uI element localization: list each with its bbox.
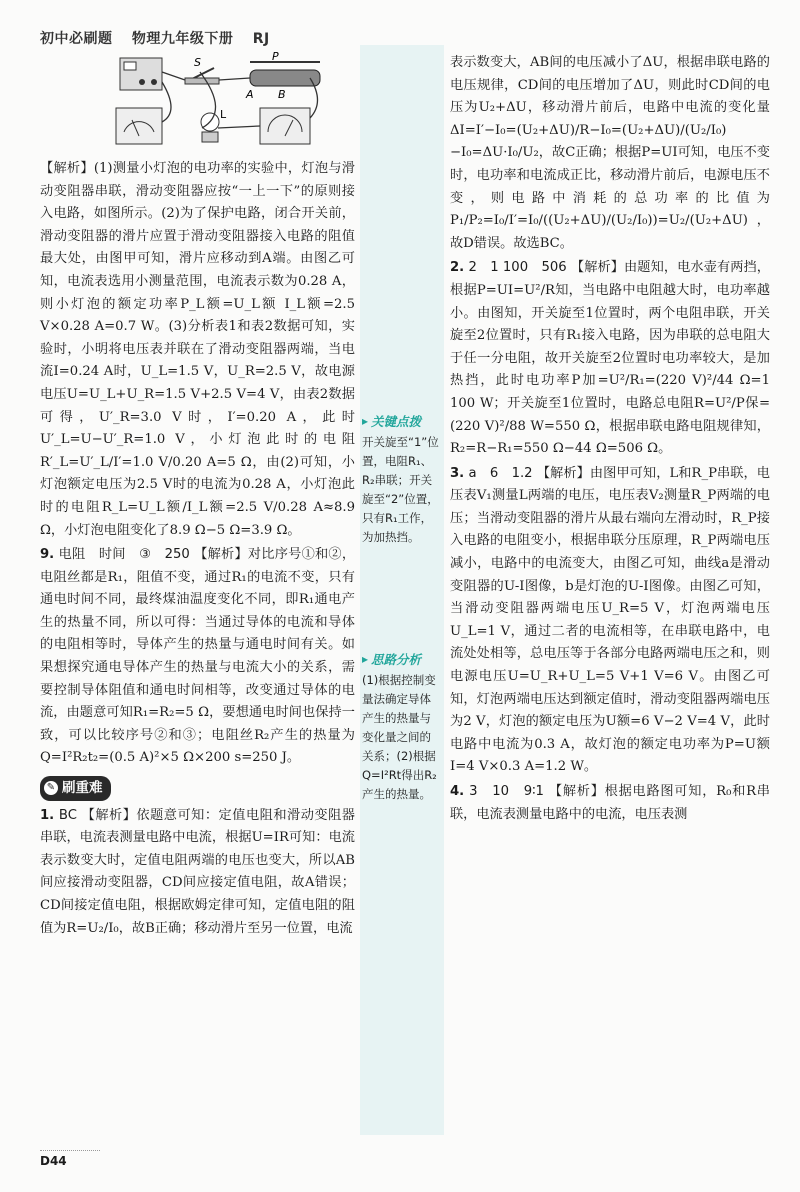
arrow-icon: ▸: [362, 652, 369, 666]
rheostat: [250, 70, 320, 86]
q2-answer: 2 1 100 506: [468, 260, 567, 276]
q4-answer: 3 10 9∶1: [469, 784, 544, 799]
ammeter: [116, 108, 162, 144]
side-column: [360, 45, 444, 1135]
q9-answer: 电阻 时间 ③ 250: [58, 547, 190, 563]
left-column: [40, 158, 355, 942]
label-p: P: [272, 52, 279, 63]
q4-block: [450, 781, 770, 826]
label-s: S: [194, 56, 201, 69]
q8-analysis: 【解析】(1)测量小灯泡的电功率的实验中，灯泡与滑动变阻器串联，滑动变阻器应按“一上一下”的原则接入电路，如图所示。(2)为了保护电路，闭合开关前，滑动变阻器的滑片应置于滑动变阻器接入电路的阻值最大处，由图甲可知，滑片应移动到A端。由图乙可知，电流表选用小测量范围，电流表示数为0.28 A，则小灯泡的额定功率P_L额=U_L额 I_L额=2.5 V×0.28 A=0.7 W。(3)分析表1和表2数据可知，实验时，小明将电压表并联在了滑动变阻器两端，当电流I=0.24 A时，U_L=1.5 V，U_R=2.5 V，故电源电压U=U_L+U_R=1.5 V+2.5 V=4 V，由表2数据可得，U′_R=3.0 V时，I′=0.20 A，此时U′_L=U−U′_R=1.0 V，小灯泡此时的电阻R′_L=U′_L/I′=1.0 V/0.20 A=5 Ω，由(2)可知，小灯泡额定电压为2.5 V时的电流为0.28 A，小灯泡此时的电阻R_L=U_L额/I_L额=2.5 V/0.28 A≈8.9 Ω，小灯泡电阻变化了8.9 Ω−5 Ω=3.9 Ω。: [40, 161, 355, 538]
q9-block: [40, 544, 355, 770]
voltmeter: [260, 108, 310, 144]
key-tip-title: 关键点拨: [371, 414, 422, 429]
label-a: A: [246, 88, 254, 101]
q4-analysis: 【解析】根据电路图可知，R₀和R串联，电流表测量电路中的电流，电压表测: [450, 784, 770, 822]
label-l: L: [220, 108, 227, 121]
subject-title: 物理九年级下册: [131, 31, 234, 47]
q3-block: [450, 463, 770, 779]
section-title: 刷重难: [62, 780, 103, 797]
label-b: B: [278, 88, 286, 101]
pen-icon: ✎: [44, 781, 58, 795]
section-header: [40, 776, 355, 801]
q1-continued: 表示数变大，AB间的电压减小了ΔU，根据串联电路的电压规律，CD间的电压增加了ΔU，则此时CD间的电压为U₂+ΔU，移动滑片前后，电路中电流的变化量ΔI=I′−I₀=(U₂+ΔU)/R−I₀=(U₂+ΔU)/(U₂/I₀)−I₀=ΔU·I₀/U₂，故C正确；根据P=UI可知，电压不变时，电功率和电流成正比，移动滑片前后，电源电压不变，则电路中消耗的总功率的比值为P₁/P₂=I₀/I′=I₀/((U₂+ΔU)/(U₂/I₀))=U₂/(U₂+ΔU)，故D错误。故选BC。: [450, 55, 770, 251]
page-header: [40, 28, 284, 48]
q3-number: 3.: [450, 465, 465, 481]
q2-analysis: 【解析】由题知，电水壶有两挡，根据P=UI=U²/R知，当电路中电阻越大时，电功率越小。由图知，开关旋至1位置时，两个电阻串联，开关旋至2位置时，只有R₁接入电路，因为串联的总电阻大于任一分电阻，故开关旋至2位置时电功率较大，是加热挡，此时电功率P加=U²/R₁=(220 V)²/44 Ω=1 100 W；开关旋至1位置时，电路总电阻R=U²/P保=(220 V)²/88 W=550 Ω，根据串联电路电阻规律知，R₂=R−R₁=550 Ω−44 Ω=506 Ω。: [450, 260, 770, 457]
q2-block: [450, 257, 770, 460]
q1-number: 1.: [40, 807, 55, 823]
analysis-box: [362, 650, 442, 804]
series-title: 初中必刷题: [40, 31, 113, 47]
key-tip-body: 开关旋至“1”位置，电阻R₁、R₂串联；开关旋至“2”位置，只有R₁工作，为加热挡。: [362, 435, 439, 544]
edition-label: RJ: [252, 31, 270, 47]
analysis-body: (1)根据控制变量法确定导体产生的热量与变化量之间的关系；(2)根据Q=I²Rt得出R₂产生的热量。: [362, 673, 437, 801]
page-number: D44: [40, 1150, 100, 1168]
q3-analysis: 【解析】由图甲可知，L和R_P串联，电压表V₁测量L两端的电压，电压表V₂测量R_P两端的电压；当滑动变阻器的滑片从最右端向左滑动时，R_P接入电路的电阻变小，根据串联分压原理，R_P两端电压减小，电路中的电流变大，由图乙可知，曲线a是滑动变阻器的U-I图像，b是灯泡的U-I图像。由图乙可知，当滑动变阻器两端电压U_R=5 V，灯泡两端电压U_L=1 V，通过二者的电流相等，在串联电路中，电流处处相等，总电压等于各部分电路两端电压之和，则电源电压U=U_R+U_L=5 V+1 V=6 V。由图乙可知，灯泡两端电压达到额定值时，滑动变阻器两端电压为2 V，灯泡的额定电压为U额=6 V−2 V=4 V，此时电路中电流为0.3 A，故灯泡的额定电功率为P=U额 I=4 V×0.3 A=1.2 W。: [450, 465, 770, 775]
analysis-title: 思路分析: [371, 652, 422, 667]
q1-answer: BC: [58, 807, 77, 823]
circuit-figure: [110, 52, 330, 152]
key-tip-box: [362, 412, 442, 547]
q9-number: 9.: [40, 547, 55, 563]
q9-analysis: 【解析】对比序号①和②，电阻丝都是R₁，阻值不变，通过R₁的电流不变，只有通电时间不同，最终煤油温度变化不同，即R₁通电产生的热量不同，所以可得：当通过导体的电流和导体的电阻相等时，导体产生的热量与通电时间有关。如果想探究通电导体产生的热量与电流大小的关系，需要控制导体阻值和通电时间相等，改变通过导体的电流，由题意可知R₁=R₂=5 Ω，要想通电时间也保持一致，可以比较序号②和③；电阻丝R₂产生的热量为Q=I²R₂t₂=(0.5 A)²×5 Ω×200 s=250 J。: [40, 547, 356, 766]
q2-number: 2.: [450, 260, 465, 276]
q3-answer: a 6 1.2: [468, 465, 533, 481]
arrow-icon: ▸: [362, 414, 369, 428]
q1-analysis: 【解析】依题意可知：定值电阻和滑动变阻器串联，电流表测量电路中电流，根据U=IR可知：电流表示数变大时，定值电阻两端的电压也变大，所以AB间应接滑动变阻器，CD间应接定值电阻，故A错误；CD间接定值电阻，根据欧姆定律可知，定值电阻的阻值为R=U₂/I₀，故B正确；移动滑片至另一位置，电流: [40, 807, 355, 936]
q4-number: 4.: [450, 784, 465, 799]
q1-block: [40, 805, 355, 941]
right-column: [450, 52, 770, 828]
